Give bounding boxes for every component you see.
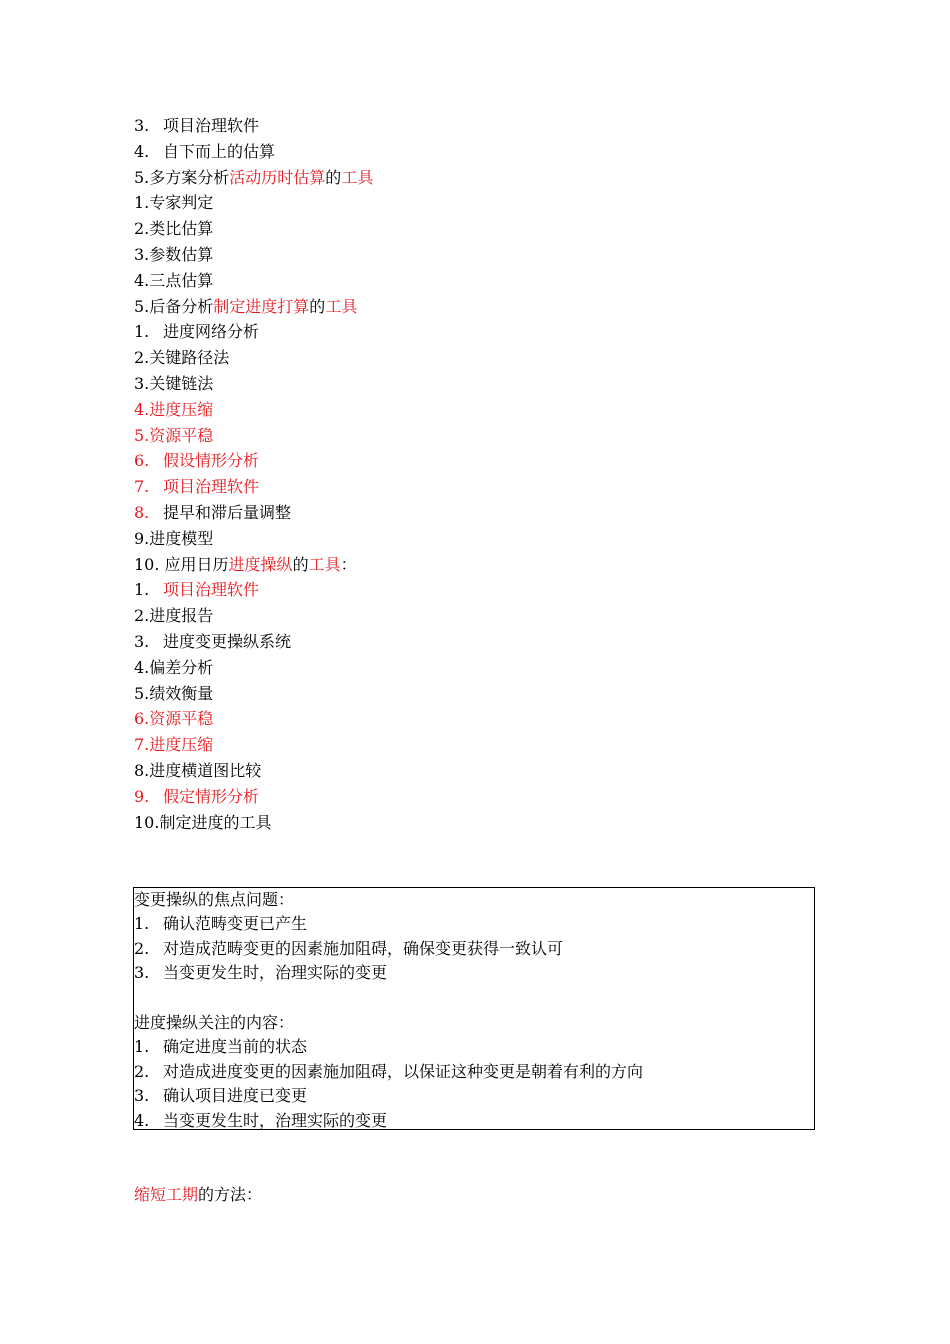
box-list-item xyxy=(134,912,307,936)
list-item xyxy=(134,706,213,732)
list-item-text: 4.进度压缩 xyxy=(134,399,214,419)
footer-heading-red: 缩短工期 xyxy=(134,1185,199,1204)
list-item-text: 3.关键链法 xyxy=(134,374,214,393)
list-item-text: 项目治理软件 xyxy=(163,116,260,135)
list-item-text: 10. 应用日历 xyxy=(134,554,229,574)
list-item xyxy=(134,681,213,707)
list-item xyxy=(134,474,259,500)
list-item xyxy=(134,345,229,371)
list-item-text: 项目治理软件 xyxy=(163,477,260,497)
list-item xyxy=(134,216,213,242)
list-item-text: 假定情形分析 xyxy=(163,786,260,806)
list-item-number: 7. xyxy=(134,477,150,497)
list-item-text: 4.偏差分析 xyxy=(134,657,214,677)
list-item-text: 5.绩效衡量 xyxy=(134,683,214,703)
box-section2-title: 进度操纵关注的内容： xyxy=(134,1013,295,1032)
list-item xyxy=(134,139,275,165)
notes-box xyxy=(133,887,815,1130)
box-list-item xyxy=(134,961,387,985)
box-list-item-text: 当变更发生时，治理实际的变更 xyxy=(163,963,388,982)
list-item-number: 4. xyxy=(134,141,150,161)
box-list-item-text: 确定进度当前的状态 xyxy=(163,1037,308,1056)
box-list-item-number: 1. xyxy=(134,914,150,933)
list-item xyxy=(134,294,357,320)
list-item-text: 制定进度打算 xyxy=(213,296,310,316)
list-item-text: 工具 xyxy=(325,296,358,316)
list-item-text: 10.制定进度的工具 xyxy=(134,812,272,832)
list-item xyxy=(134,784,259,810)
list-item-text: 2.类比估算 xyxy=(134,219,214,239)
list-item-text: 4.三点估算 xyxy=(134,270,214,290)
list-item xyxy=(134,577,259,603)
list-item-text: 自下而上的估算 xyxy=(163,141,276,161)
box-list-item-text: 对造成进度变更的因素施加阻碍，以保证这种变更是朝着有利的方向 xyxy=(163,1061,644,1081)
list-item-text: 的 xyxy=(292,554,309,574)
list-item-text: 进度网络分析 xyxy=(163,322,260,342)
list-item-text: 活动历时估算 xyxy=(229,167,326,187)
list-item xyxy=(134,552,357,578)
list-item-text: 8.进度横道图比较 xyxy=(134,761,262,780)
box-list-item-number: 2. xyxy=(134,1061,150,1081)
list-item-text: 2.关键路径法 xyxy=(134,348,230,368)
list-item xyxy=(134,655,213,681)
box-list-item-text: 确认范畴变更已产生 xyxy=(163,914,308,933)
list-item xyxy=(134,371,213,397)
list-item-text: 提早和滞后量调整 xyxy=(163,503,292,522)
box-list-item-number: 4. xyxy=(134,1110,150,1130)
list-item xyxy=(134,448,259,474)
list-item-number: 6. xyxy=(134,451,150,471)
list-item-number: 1. xyxy=(134,580,150,600)
list-item-text: ： xyxy=(340,554,357,574)
list-item xyxy=(134,758,261,784)
box-list-item xyxy=(134,1060,643,1084)
box-section1-title: 变更操纵的焦点问题： xyxy=(134,890,295,909)
box-list-item xyxy=(134,1035,307,1059)
list-item-number: 3. xyxy=(134,116,150,135)
list-item-text: 2.进度报告 xyxy=(134,606,214,626)
box-list-item xyxy=(134,1109,387,1133)
list-item xyxy=(134,268,213,294)
box-list-item-number: 2. xyxy=(134,938,150,958)
list-item xyxy=(134,423,213,449)
list-item xyxy=(134,732,213,758)
footer-heading-rest: 的方法： xyxy=(198,1185,263,1204)
box-list-item xyxy=(134,937,563,961)
list-item xyxy=(134,629,291,655)
list-item-text: 6.资源平稳 xyxy=(134,709,214,729)
box-list-item-text: 当变更发生时，治理实际的变更 xyxy=(163,1110,388,1130)
list-item-text: 5.多方案分析 xyxy=(134,167,230,187)
list-item-number: 9. xyxy=(134,786,150,806)
list-item xyxy=(134,500,291,526)
list-item-number: 8. xyxy=(134,503,150,522)
list-item-text: 1.专家判定 xyxy=(134,193,214,213)
box-list-item-number: 3. xyxy=(134,1086,150,1105)
list-item-text: 9.进度模型 xyxy=(134,528,214,548)
list-item xyxy=(134,113,259,139)
list-item xyxy=(134,603,213,629)
box-list-item-text: 对造成范畴变更的因素施加阻碍，确保变更获得一致认可 xyxy=(163,938,564,958)
list-item-text: 的 xyxy=(325,167,342,187)
list-item-text: 5.后备分析 xyxy=(134,296,214,316)
list-item xyxy=(134,526,213,552)
list-item-number: 3. xyxy=(134,632,150,651)
list-item xyxy=(134,165,373,191)
list-item-text: 5.资源平稳 xyxy=(134,425,214,445)
box-list-item-number: 1. xyxy=(134,1037,150,1056)
list-item-text: 工具 xyxy=(341,167,374,187)
list-item xyxy=(134,810,271,836)
list-item-text: 的 xyxy=(309,296,326,316)
list-item xyxy=(134,242,213,268)
list-item xyxy=(134,397,213,423)
footer-heading xyxy=(134,1182,262,1208)
list-item-text: 进度操纵 xyxy=(228,554,293,574)
list-item xyxy=(134,319,259,345)
box-list-item xyxy=(134,1084,307,1108)
box-list-item-text: 确认项目进度已变更 xyxy=(163,1086,308,1105)
list-item xyxy=(134,190,213,216)
list-item-number: 1. xyxy=(134,322,150,342)
list-item-text: 3.参数估算 xyxy=(134,245,214,264)
list-item-text: 7.进度压缩 xyxy=(134,735,214,755)
list-item-text: 工具 xyxy=(308,554,341,574)
list-item-text: 假设情形分析 xyxy=(163,451,260,471)
list-item-text: 进度变更操纵系统 xyxy=(163,632,292,651)
list-item-text: 项目治理软件 xyxy=(163,580,260,600)
box-list-item-number: 3. xyxy=(134,963,150,982)
